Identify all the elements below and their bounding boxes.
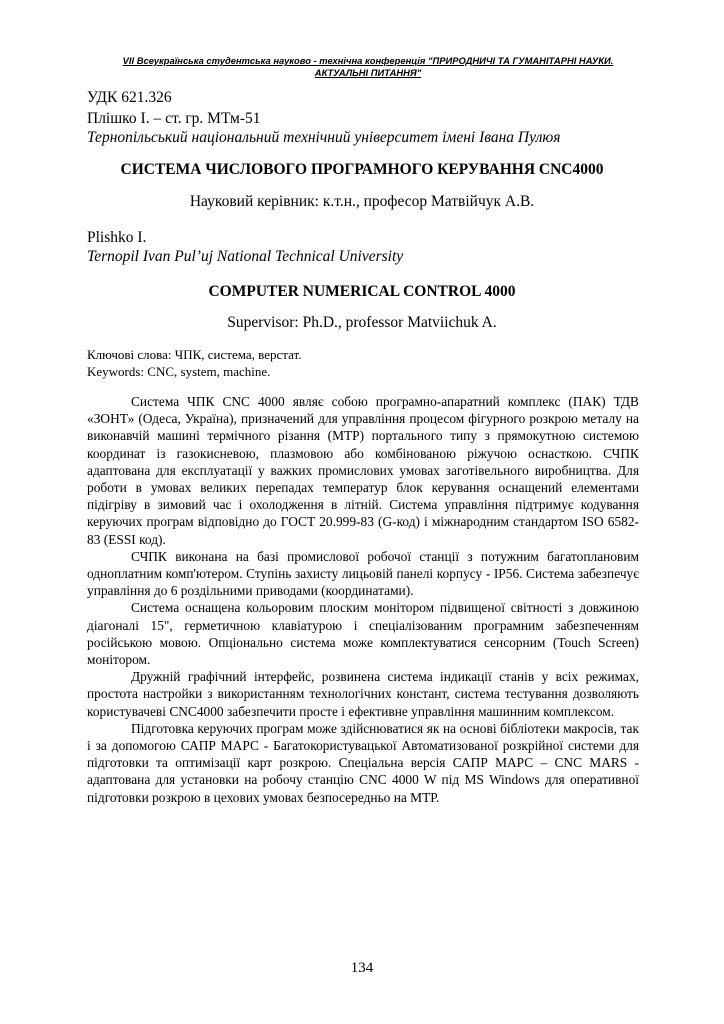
university-ua: Тернопільський національний технічний університет імені Івана Пулюя xyxy=(87,129,561,146)
conference-header-line-1: VII Всеукраїнська студентська науково - технічна конференція "ПРИРОДНИЧІ ТА ГУМАНІТАРНІ НАУКИ. xyxy=(122,55,614,66)
paragraph: Підготовка керуючих програм може здійснюватися як на основі бібліотеки макросів, так і за допомогою САПР МАРС - Багатокористувацької Автоматизованої розкрійної системи для підготовки та оптимізації карт розкрою. Спеціальна версія САПР МАРС – CNC MARS - адаптована для установки на робочу станцію CNC 4000 W під MS Windows для оперативної підготовки розкрою в цехових умовах безпосередньо на МТР. xyxy=(87,720,639,805)
page-number: 134 xyxy=(350,960,374,976)
keywords-en: Keywords: CNC, system, machine. xyxy=(87,364,271,379)
conference-header-line-2: АКТУАЛЬНІ ПИТАННЯ" xyxy=(314,66,422,78)
author-en: Plishko I. xyxy=(87,229,147,246)
paper-title-ua: СИСТЕМА ЧИСЛОВОГО ПРОГРАМНОГО КЕРУВАННЯ CNC4000 xyxy=(120,161,604,178)
author-ua: Плішко І. – ст. гр. МТм-51 xyxy=(87,110,261,127)
paragraph: Система оснащена кольоровим плоским монітором підвищеної світності з довжиною діагоналі 15", герметичною клавіатурою і спеціалізованим програмним забезпеченням російською мовою. Опціонально система може комплектуватися сенсорним (Touch Screen) монітором. xyxy=(87,600,639,668)
supervisor-en: Supervisor: Ph.D., professor Matviichuk A. xyxy=(227,314,497,331)
keywords-ua: Ключові слова: ЧПК, система, верстат. xyxy=(87,347,302,362)
university-en: Ternopil Ivan Pul’uj National Technical University xyxy=(87,248,404,265)
udc-code: УДК 621.326 xyxy=(87,89,172,106)
body-text xyxy=(87,393,639,806)
paragraph: СЧПК виконана на базі промислової робочої станції з потужним багатоплановим одноплатним комп'ютером. Ступінь захисту лицьовій панелі корпусу - IP56. Система забезпечує управління до 6 роздільними приводами (координатами). xyxy=(87,548,639,599)
conference-header xyxy=(98,55,638,78)
paragraph: Система ЧПК CNC 4000 являє собою програмно-апаратний комплекс (ПАК) ТДВ «ЗОНТ» (Одеса, Україна), призначений для управління процесом фігурного розкрою металу на виконавчій машині термічного різання (МТР) портального типу з прямокутною системою координат із газокисневою, плазмовою або комбінованою ріжучою оснасткою. СЧПК адаптована для експлуатації у важких промислових умовах заготівельного виробництва. Для роботи в умовах великих перепадах температур блок керування оснащений елементами підігріву в зимовий час і охолодження в літній. Система управління підтримує кодування керуючих програм відповідно до ГОСТ 20.999-83 (G-код) і міжнародним стандартом ISO 6582-83 (ESSI код). xyxy=(87,394,639,547)
paragraph: Дружній графічний інтерфейс, розвинена система індикації станів у всіх режимах, простота настройки з використанням технологічних констант, система тестування дозволяють користувачеві CNC4000 забезпечити просте і ефективне управління машинним комплексом. xyxy=(87,669,639,719)
paper-title-en: COMPUTER NUMERICAL CONTROL 4000 xyxy=(208,283,516,300)
supervisor-ua: Науковий керівник: к.т.н., професор Матвійчук А.В. xyxy=(189,193,535,210)
